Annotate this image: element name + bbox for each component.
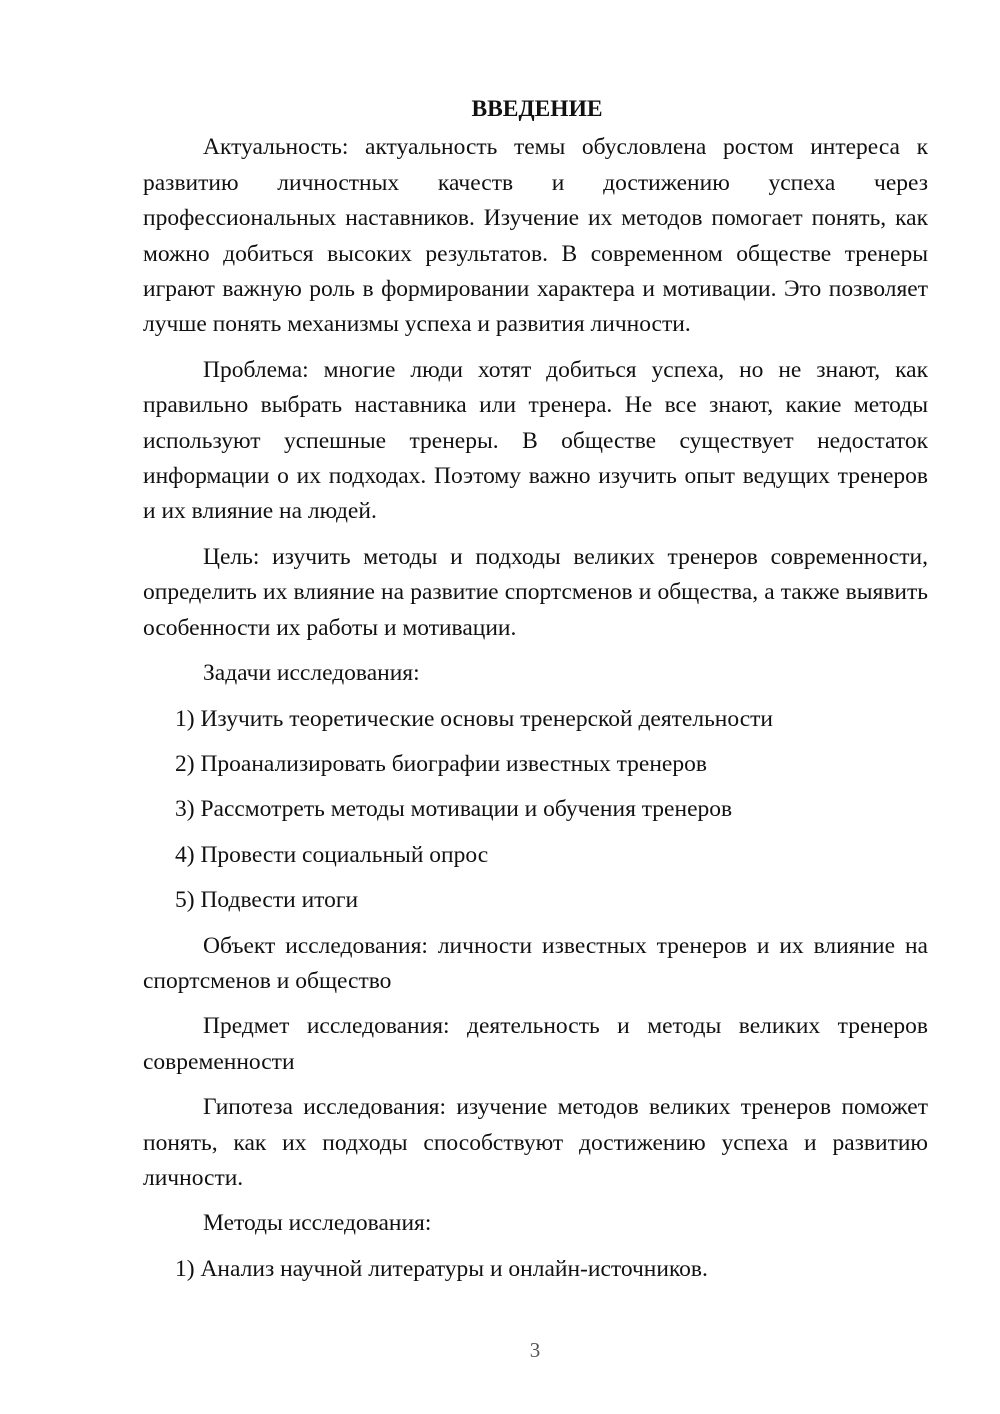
page-title: ВВЕДЕНИЕ [471, 96, 603, 122]
list-item: 3) Рассмотреть методы мотивации и обучения тренеров [175, 796, 733, 823]
object-paragraph: Объект исследования: личности известных тренеров и их влияние на спортсменов и общество [143, 932, 928, 994]
methods-heading: Методы исследования: [203, 1210, 432, 1237]
methods-list [143, 1252, 928, 1287]
problem-paragraph: Проблема: многие люди хотят добиться успеха, но не знают, как правильно выбрать наставника или тренера. Не все знают, какие методы используют успешные тренеры. В обществе существует недостаток информации о их подходах. Поэтому важно изучить опыт ведущих тренеров и их влияние на людей. [143, 356, 928, 525]
list-item: 5) Подвести итоги [175, 887, 359, 914]
hypothesis-paragraph: Гипотеза исследования: изучение методов великих тренеров поможет понять, как их подходы способствуют достижению успеха и развитию личности. [143, 1094, 928, 1191]
subject-paragraph: Предмет исследования: деятельность и методы великих тренеров современности [143, 1013, 928, 1075]
goal-paragraph: Цель: изучить методы и подходы великих тренеров современности, определить их влияние на развитие спортсменов и общества, а также выявить особенности их работы и мотивации. [143, 543, 928, 641]
page-number: 3 [529, 1338, 541, 1362]
list-item: 4) Провести социальный опрос [175, 841, 489, 868]
list-item: 1) Анализ научной литературы и онлайн-источников. [175, 1255, 708, 1282]
page-content [143, 92, 928, 1297]
tasks-heading: Задачи исследования: [203, 660, 420, 687]
relevance-paragraph: Актуальность: актуальность темы обусловлена ростом интереса к развитию личностных качеств и достижению успеха через профессиональных наставников. Изучение их методов помогает понять, как можно добиться высоких результатов. В современном обществе тренеры играют важную роль в формировании характера и мотивации. Это позволяет лучше понять механизмы успеха и развития личности. [143, 134, 928, 338]
list-item: 2) Проанализировать биографии известных тренеров [175, 750, 707, 777]
list-item: 1) Изучить теоретические основы тренерской деятельности [175, 705, 773, 732]
tasks-list [143, 702, 928, 919]
